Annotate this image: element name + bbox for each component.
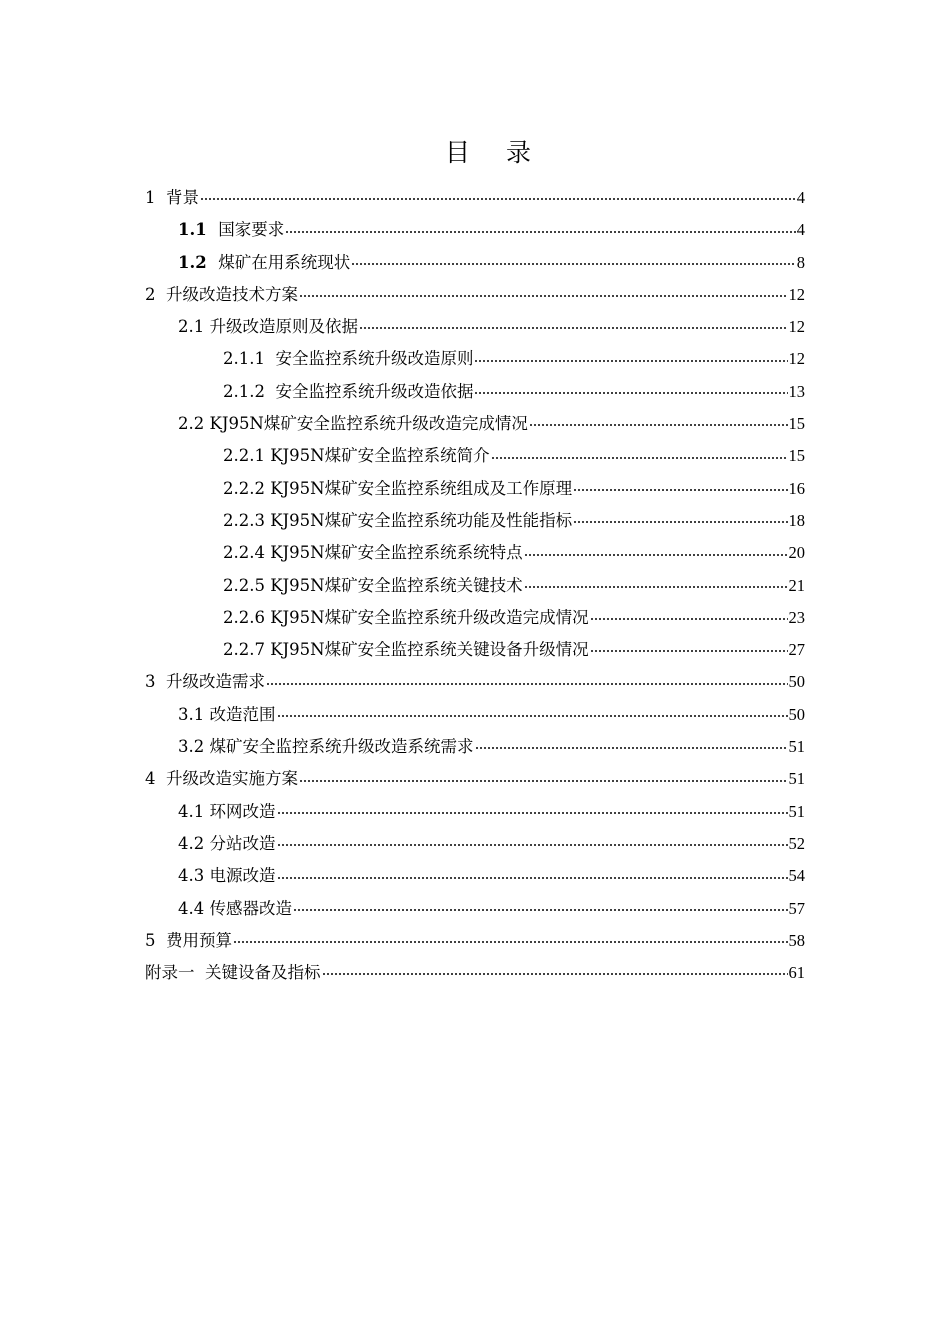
toc-entry-number: 2.2.1: [223, 446, 271, 466]
toc-entry-number: 4.1: [178, 801, 210, 821]
toc-entry-page-number: 58: [788, 930, 805, 950]
toc-entry-label: KJ95N煤矿安全监控系统关键技术: [270, 575, 523, 595]
toc-entry-page-number: 12: [788, 317, 805, 337]
toc-entry[interactable]: [145, 537, 805, 569]
toc-dot-leader: [475, 746, 788, 750]
toc-entry-label: 安全监控系统升级改造原则: [275, 349, 474, 369]
toc-entry[interactable]: [145, 828, 805, 860]
toc-entry[interactable]: [145, 796, 805, 828]
toc-entry-label: 安全监控系统升级改造依据: [275, 381, 474, 401]
toc-entry-page-number: 51: [788, 737, 805, 757]
toc-entry-label: 环网改造: [209, 801, 276, 821]
toc-entry-label: KJ95N煤矿安全监控系统升级改造完成情况: [209, 414, 528, 434]
toc-entry[interactable]: [145, 666, 805, 698]
toc-entry-page-number: 27: [788, 640, 805, 660]
toc-entry-page-number: 51: [788, 769, 805, 789]
toc-entry-number: 4: [145, 769, 166, 789]
toc-entry[interactable]: [145, 699, 805, 731]
toc-entry-page-number: 4: [796, 188, 805, 207]
toc-entry-page-number: 4: [796, 220, 805, 240]
toc-entry-label: 背景: [166, 188, 199, 207]
toc-entry-label: KJ95N煤矿安全监控系统升级改造完成情况: [270, 607, 589, 627]
toc-entry[interactable]: [145, 376, 805, 408]
toc-entry[interactable]: [145, 860, 805, 892]
toc-entry[interactable]: [145, 570, 805, 602]
toc-entry-number: 2.1.2: [223, 381, 276, 401]
toc-dot-leader: [573, 520, 787, 524]
toc-entry[interactable]: [145, 731, 805, 763]
toc-entry-label: 电源改造: [209, 866, 276, 886]
toc-dot-leader: [200, 197, 796, 201]
toc-entry[interactable]: [145, 925, 805, 957]
toc-dot-leader: [474, 391, 787, 395]
toc-dot-leader: [359, 326, 788, 330]
toc-dot-leader: [277, 714, 788, 718]
toc-entry-number: 5: [145, 930, 166, 950]
toc-dot-leader: [277, 843, 788, 847]
toc-entry-number: 2.2.2: [223, 478, 271, 498]
toc-entry[interactable]: [145, 182, 805, 214]
toc-entry-page-number: 21: [788, 575, 805, 595]
toc-entry-label: KJ95N煤矿安全监控系统功能及性能指标: [270, 510, 573, 530]
toc-entry-label: 煤矿安全监控系统升级改造系统需求: [209, 737, 474, 757]
toc-entry[interactable]: [145, 214, 805, 246]
toc-entry-page-number: 15: [788, 414, 805, 434]
toc-entry[interactable]: [145, 957, 805, 989]
toc-entry-label: 升级改造实施方案: [166, 769, 298, 789]
toc-entry-label: KJ95N煤矿安全监控系统组成及工作原理: [270, 478, 573, 498]
toc-entry-page-number: 51: [788, 801, 805, 821]
toc-entry-label: 煤矿在用系统现状: [218, 252, 351, 272]
toc-entry-number: 2.2.4: [223, 543, 271, 563]
toc-entry-label: 改造范围: [209, 704, 276, 724]
toc-dot-leader: [299, 294, 788, 298]
toc-entry-label: 升级改造原则及依据: [209, 317, 358, 337]
toc-dot-leader: [277, 811, 788, 815]
toc-entry-page-number: 13: [788, 381, 805, 401]
toc-entry-page-number: 52: [788, 833, 805, 853]
toc-entry-number: 2.2.3: [223, 510, 271, 530]
toc-entry[interactable]: [145, 343, 805, 375]
toc-entry-number: 2.2.6: [223, 607, 271, 627]
toc-entry[interactable]: [145, 763, 805, 795]
toc-dot-leader: [351, 262, 796, 266]
toc-entry-label: 升级改造技术方案: [166, 284, 298, 304]
toc-entry[interactable]: [145, 247, 805, 279]
toc-entry-number: 2.1.1: [223, 349, 276, 369]
toc-entry-number: 2.1: [178, 317, 210, 337]
toc-entry-page-number: 18: [788, 510, 805, 530]
toc-entry-page-number: 23: [788, 607, 805, 627]
toc-dot-leader: [524, 585, 788, 589]
toc-entry[interactable]: [145, 634, 805, 666]
toc-entry-number: 1: [145, 188, 166, 207]
toc-dot-leader: [529, 423, 788, 427]
toc-entry[interactable]: [145, 602, 805, 634]
toc-entry-page-number: 54: [788, 866, 805, 886]
toc-entry-page-number: 12: [788, 349, 805, 369]
toc-dot-leader: [491, 456, 788, 460]
toc-entry-label: 分站改造: [209, 833, 276, 853]
toc-entry-page-number: 15: [788, 446, 805, 466]
toc-dot-leader: [573, 488, 787, 492]
toc-entry-number: 4.3: [178, 866, 210, 886]
toc-entry-page-number: 61: [788, 963, 805, 983]
toc-entry[interactable]: [145, 311, 805, 343]
toc-entry[interactable]: [145, 473, 805, 505]
toc-entry-page-number: 20: [788, 543, 805, 563]
toc-entry[interactable]: [145, 440, 805, 472]
toc-entry-number: 2.2.7: [223, 640, 271, 660]
toc-entry-page-number: 8: [796, 252, 805, 272]
toc-entry-page-number: 50: [788, 704, 805, 724]
toc-entry-label: KJ95N煤矿安全监控系统简介: [270, 446, 490, 466]
toc-dot-leader: [590, 649, 788, 653]
toc-entry-number: 3: [145, 672, 166, 692]
toc-entry[interactable]: [145, 279, 805, 311]
toc-entry-number: 3.2: [178, 737, 210, 757]
toc-entry-number: 1.2: [178, 252, 219, 272]
toc-entry-page-number: 16: [788, 478, 805, 498]
toc-entry-label: 升级改造需求: [166, 672, 265, 692]
toc-entry[interactable]: [145, 408, 805, 440]
toc-dot-leader: [266, 682, 788, 686]
toc-entry-label: KJ95N煤矿安全监控系统关键设备升级情况: [270, 640, 589, 660]
toc-entry-number: 2.2: [178, 414, 210, 434]
toc-dot-leader: [524, 553, 788, 557]
toc-dot-leader: [474, 359, 787, 363]
toc-dot-leader: [299, 779, 788, 783]
toc-entry-label: KJ95N煤矿安全监控系统系统特点: [270, 543, 523, 563]
toc-title: 目 录: [445, 138, 545, 167]
toc-dot-leader: [293, 908, 788, 912]
toc-entry-number: 2: [145, 284, 166, 304]
toc-entry-number: 3.1: [178, 704, 210, 724]
toc-entry-page-number: 57: [788, 898, 805, 918]
toc-list: [145, 182, 805, 989]
toc-dot-leader: [277, 876, 788, 880]
toc-entry-page-number: 12: [788, 284, 805, 304]
toc-entry-label: 费用预算: [166, 930, 232, 950]
toc-entry[interactable]: [145, 893, 805, 925]
toc-dot-leader: [322, 972, 788, 976]
toc-entry-number: 4.4: [178, 898, 210, 918]
toc-dot-leader: [590, 617, 788, 621]
toc-entry[interactable]: [145, 505, 805, 537]
toc-dot-leader: [233, 940, 788, 944]
toc-entry-label: 附录一 关键设备及指标: [145, 963, 321, 983]
toc-entry-label: 传感器改造: [209, 898, 292, 918]
toc-entry-number: 2.2.5: [223, 575, 271, 595]
toc-entry-number: 1.1: [178, 220, 219, 240]
toc-entry-label: 国家要求: [218, 220, 285, 240]
toc-entry-page-number: 50: [788, 672, 805, 692]
toc-dot-leader: [285, 230, 796, 234]
toc-entry-number: 4.2: [178, 833, 210, 853]
